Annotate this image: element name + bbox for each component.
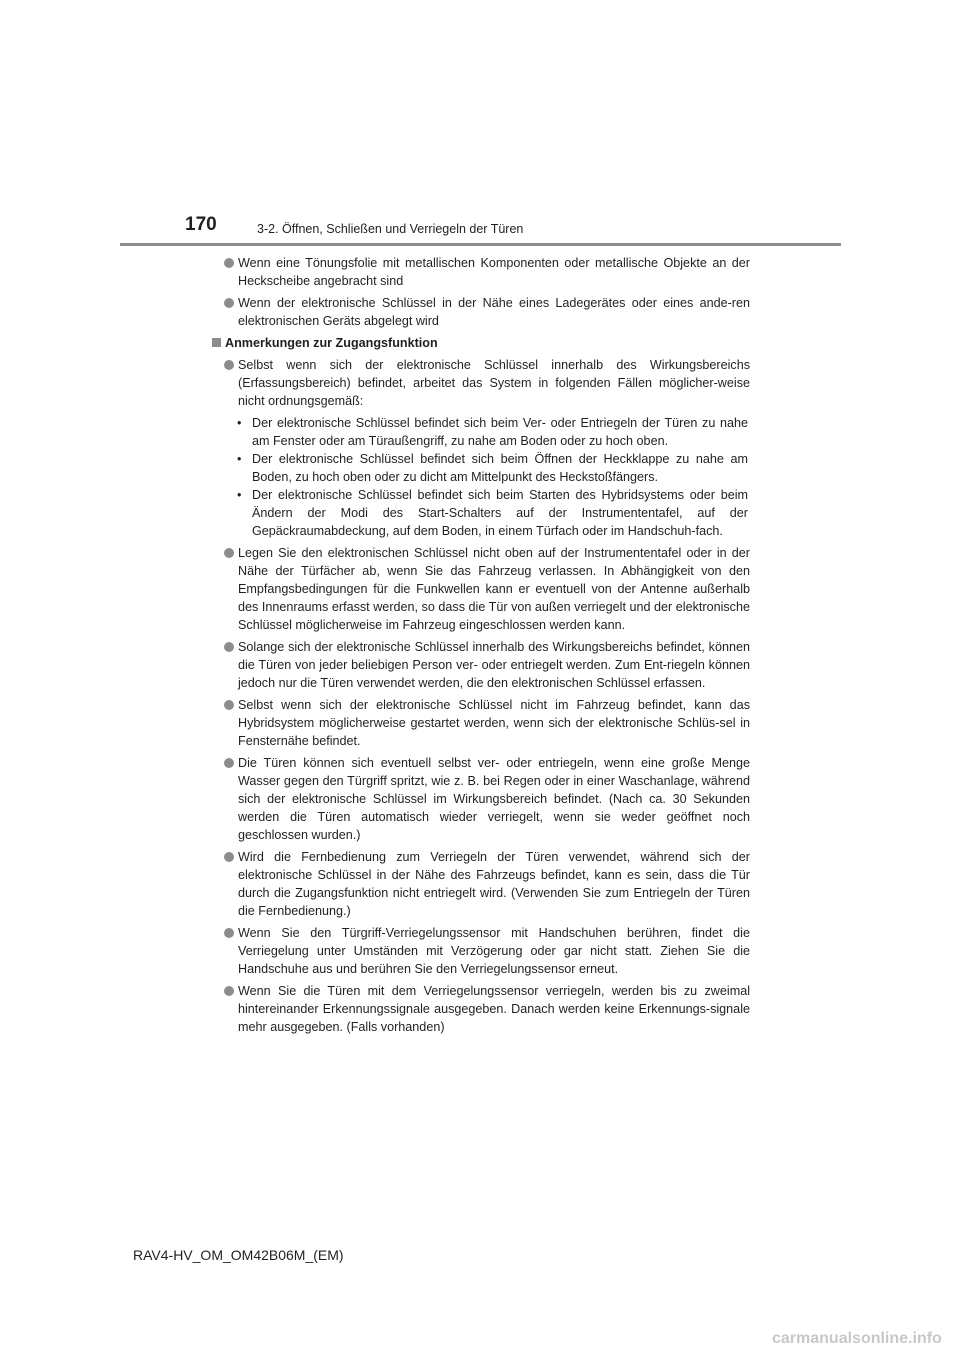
bullet-dot-icon [224,548,234,558]
sub-item-text: Der elektronische Schlüssel befindet sich beim Starten des Hybridsystems oder beim Ändern der Modi des Start-Schalters auf der Instrumententafel, auf der Gepäckraumabdeckung, auf dem Boden, in einem Türfach oder im Handschuh-fach. [252,488,748,538]
sub-list [210,414,750,540]
bullet-dot-icon [224,928,234,938]
section-title: 3-2. Öffnen, Schließen und Verriegeln der Türen [257,222,524,236]
bullet-dot-icon [224,642,234,652]
bullet-dot-icon [224,852,234,862]
bullet-text: Selbst wenn sich der elektronische Schlüssel innerhalb des Wirkungsbereichs (Erfassungsbereich) befindet, arbeitet das System in folgenden Fällen möglicher-weise nicht ordnungsgemäß: [238,358,750,408]
bullet-dot-icon [224,700,234,710]
bullet-text: Wenn Sie die Türen mit dem Verriegelungssensor verriegeln, werden bis zu zweimal hintereinander Erkennungssignale ausgegeben. Danach werden keine Erkennungs-signale mehr ausgegeben. (Falls vorhanden) [238,984,750,1034]
sub-list-item [210,450,750,486]
square-bullet-icon [212,338,221,347]
sub-item-text: Der elektronische Schlüssel befindet sich beim Öffnen der Heckklappe zu nahe am Boden, zu hoch oben oder zu dicht am Mittelpunkt des Heckstoßfängers. [252,452,748,484]
bullet-dot-icon [224,298,234,308]
header-divider [120,243,841,246]
list-item [210,356,750,540]
list-item [210,254,750,290]
watermark: carmanualsonline.info [772,1330,942,1347]
page-number: 170 [185,214,217,235]
bullet-dot-icon [224,360,234,370]
footer-document-code: RAV4-HV_OM_OM42B06M_(EM) [133,1247,344,1263]
bullet-text: Wenn eine Tönungsfolie mit metallischen Komponenten oder metallische Objekte an der Heckscheibe angebracht sind [238,256,750,288]
bullet-text: Wenn der elektronische Schlüssel in der Nähe eines Ladegerätes oder eines ande-ren elektronischen Geräts abgelegt wird [238,296,750,328]
sub-list-item [210,414,750,450]
sub-item-text: Der elektronische Schlüssel befindet sich beim Ver- oder Entriegeln der Türen zu nahe am Fenster oder am Türaußengriff, zu nahe am Boden oder zu hoch oben. [252,416,748,448]
page-content [210,254,750,1040]
page-header [0,0,960,250]
bullet-text: Die Türen können sich eventuell selbst ver- oder entriegeln, wenn eine große Menge Wasser gegen den Türgriff spritzt, wie z. B. bei Regen oder in einer Waschanlage, während sich der elektronische Schlüssel im Wirkungsbereich befindet. (Nach ca. 30 Sekunden werden die Türen automatisch wieder verriegelt, wenn sie weder geöffnet noch geschlossen wurden.) [238,756,750,842]
list-item [210,982,750,1036]
sub-bullet-icon: • [237,416,242,430]
list-item [210,638,750,692]
bullet-text: Selbst wenn sich der elektronische Schlüssel nicht im Fahrzeug befindet, kann das Hybridsystem möglicherweise gestartet werden, wenn sich der elektronische Schlüs-sel in Fensternähe befindet. [238,698,750,748]
bullet-text: Wenn Sie den Türgriff-Verriegelungssensor mit Handschuhen berühren, findet die Verriegelung unter Umständen mit Verzögerung oder gar nicht statt. Ziehen Sie die Handschuhe aus und berühren Sie den Verriegelungssensor erneut. [238,926,750,976]
list-item [210,696,750,750]
list-item [210,294,750,330]
bullet-text: Legen Sie den elektronischen Schlüssel nicht oben auf der Instrumententafel oder in der Nähe der Türfächer ab, wenn Sie das Fahrzeug verlassen. In Abhängigkeit von den Empfangsbedingungen für die Funkwellen kann er eventuell von der Antenne außerhalb des Innenraums erfasst werden, so dass die Tür von außen verriegelt und der elektronische Schlüssel möglicherweise im Fahrzeug eingeschlossen werden kann. [238,546,750,632]
list-item [210,848,750,920]
list-item [210,754,750,844]
bullet-dot-icon [224,758,234,768]
sub-bullet-icon: • [237,488,242,502]
subheading-text: Anmerkungen zur Zugangsfunktion [225,336,438,350]
bullet-dot-icon [224,986,234,996]
sub-list-item [210,486,750,540]
list-item [210,544,750,634]
subheading [210,334,750,352]
bullet-dot-icon [224,258,234,268]
bullet-text: Solange sich der elektronische Schlüssel innerhalb des Wirkungsbereichs befindet, können die Türen von jeder beliebigen Person ver- oder entriegelt werden. Zum Ent-riegeln können jedoch nur die Türen verwendet werden, die den elektronischen Schlüssel erfassen. [238,640,750,690]
sub-bullet-icon: • [237,452,242,466]
list-item [210,924,750,978]
bullet-text: Wird die Fernbedienung zum Verriegeln der Türen verwendet, während sich der elektronische Schlüssel in der Nähe des Fahrzeugs befindet, kann es sein, dass die Tür durch die Zugangsfunktion nicht entriegelt wird. (Verwenden Sie zum Entriegeln der Türen die Fernbedienung.) [238,850,750,918]
